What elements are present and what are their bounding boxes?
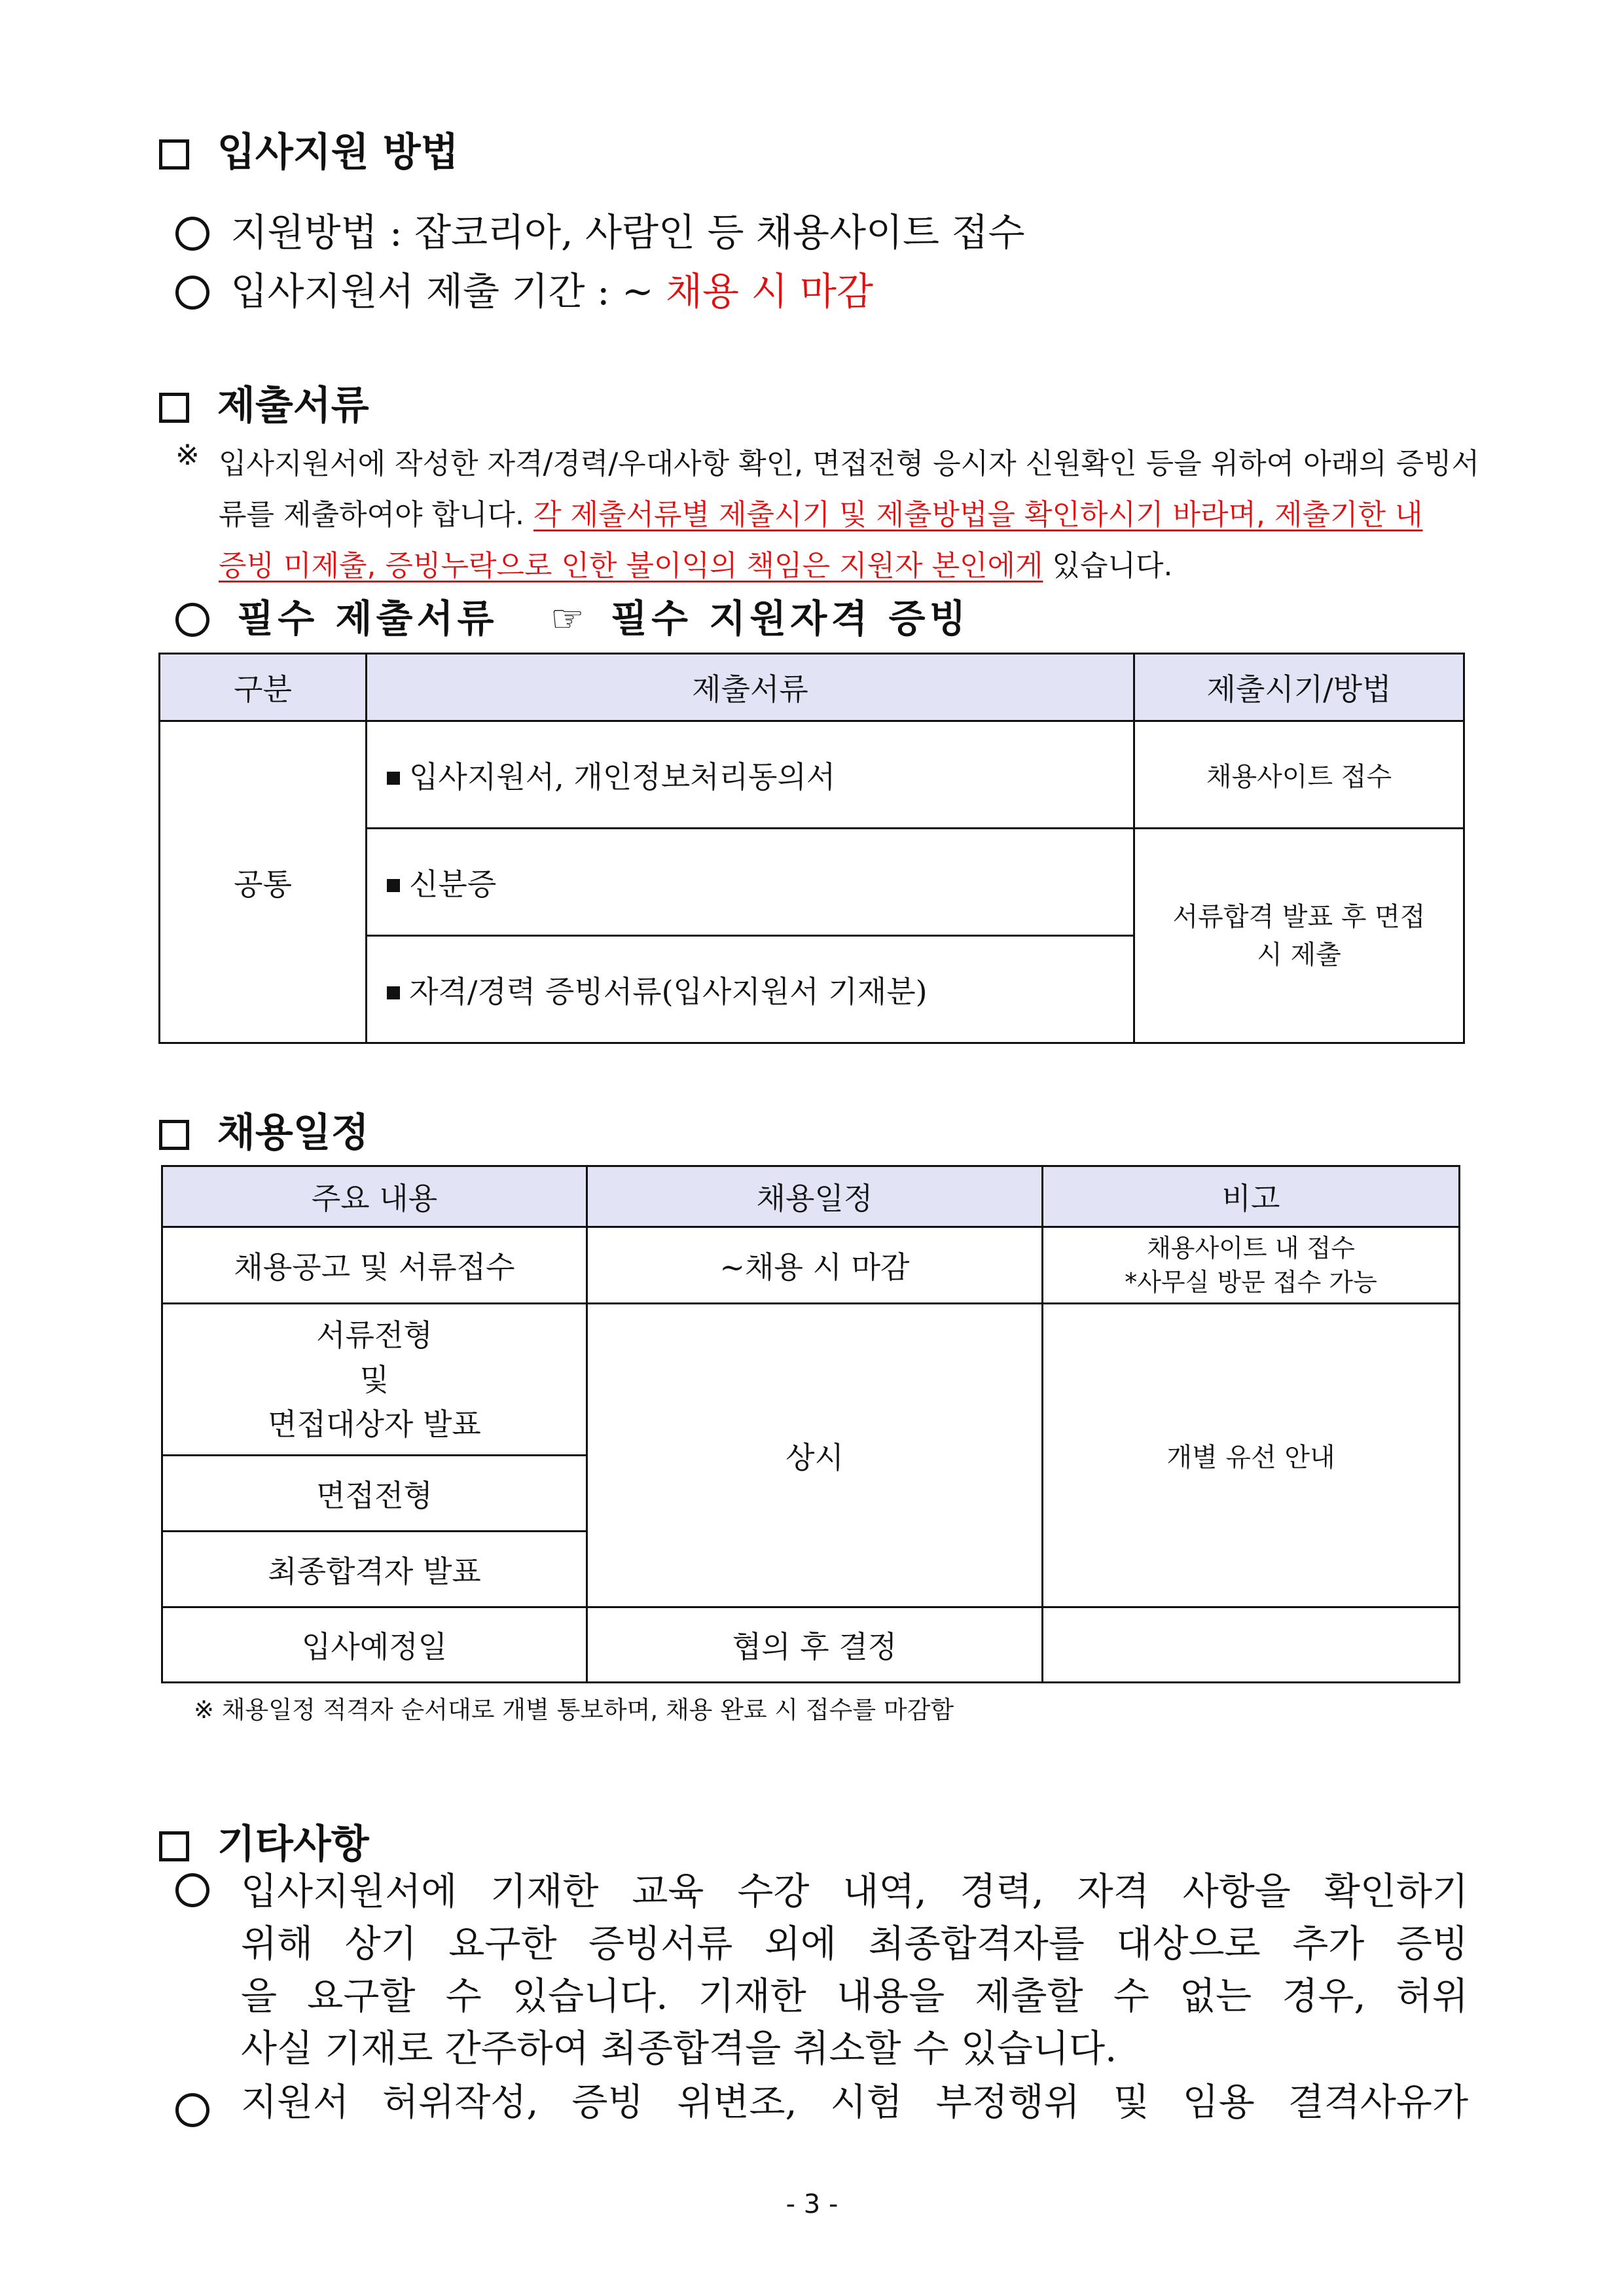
table-row: 면접전형 <box>162 1456 587 1532</box>
note-cell <box>1043 1607 1460 1683</box>
checkbox-square-icon <box>159 1831 189 1861</box>
circle-bullet-icon <box>175 217 209 251</box>
table-header: 채용일정 <box>587 1166 1043 1227</box>
section-heading-documents: 제출서류 <box>159 374 369 431</box>
square-bullet-icon <box>387 772 400 785</box>
schedule-cell: 상시 <box>587 1304 1043 1607</box>
table-header: 제출시기/방법 <box>1134 654 1464 721</box>
checkbox-square-icon <box>159 393 189 423</box>
pointing-hand-icon: ☞ <box>550 596 585 641</box>
apply-period-item: 입사지원서 제출 기간 : ~ 채용 시 마감 <box>175 260 873 315</box>
table-row: 최종합격자 발표 <box>162 1532 587 1607</box>
section-heading-misc: 기타사항 <box>159 1813 369 1869</box>
table-header: 제출서류 <box>367 654 1134 721</box>
table-header: 비고 <box>1043 1166 1460 1227</box>
schedule-table <box>161 1165 1460 1683</box>
apply-method-item: 지원방법 : 잡코리아, 사람인 등 채용사이트 접수 <box>175 202 1025 257</box>
table-header: 주요 내용 <box>162 1166 587 1227</box>
note-cell: 채용사이트 내 접수 *사무실 방문 접수 가능 <box>1043 1227 1460 1304</box>
checkbox-square-icon <box>159 1120 189 1150</box>
table-header: 구분 <box>160 654 367 721</box>
misc-paragraph-2: 지원서 허위작성, 증빙 위변조, 시험 부정행위 및 임용 결격사유가 <box>241 2081 1468 2124</box>
documents-note-text: 입사지원서에 작성한 자격/경력/우대사항 확인, 면접전형 응시자 신원확인 등을 위하여 아래의 증빙서 류를 제출하여야 합니다. 각 제출서류별 제출시기 및 제출방법을 확인하시기 바라며, 제출기한 내 증빙 미제출, 증빙누락으로 인한 불이익의 책임은 지원자 본인에게 있습니다. <box>219 447 1480 583</box>
misc-item-2 <box>175 2093 209 2127</box>
table-row: 입사지원서, 개인정보처리동의서 <box>367 721 1134 829</box>
circle-bullet-icon <box>175 2093 209 2127</box>
section-heading-apply: 입사지원 방법 <box>159 121 459 177</box>
circle-bullet-icon <box>175 1873 209 1907</box>
table-row: 신분증 <box>367 829 1134 936</box>
misc-item-1 <box>175 1873 209 1907</box>
table-row: 자격/경력 증빙서류(입사지원서 기재분) <box>367 936 1134 1043</box>
table-row: 입사예정일 <box>162 1607 587 1683</box>
submission-cell: 서류합격 발표 후 면접 시 제출 <box>1134 829 1464 1043</box>
square-bullet-icon <box>387 986 400 999</box>
checkbox-square-icon <box>159 139 189 170</box>
circle-bullet-icon <box>175 603 209 637</box>
schedule-cell: ~채용 시 마감 <box>587 1227 1043 1304</box>
section-heading-schedule: 채용일정 <box>159 1102 369 1158</box>
schedule-cell: 협의 후 결정 <box>587 1607 1043 1683</box>
page-number: - 3 - <box>785 2189 839 2219</box>
table-row: 채용공고 및 서류접수 <box>162 1227 587 1304</box>
misc-paragraph-1: 입사지원서에 기재한 교육 수강 내역, 경력, 자격 사항을 확인하기 위해 상기 요구한 증빙서류 외에 최종합격자를 대상으로 추가 증빙 을 요구할 수 있습니다. 기재한 내용을 제출할 수 없는 경우, 허위 사실 기재로 간주하여 최종합격을 취소할 수 있습니다. <box>241 1870 1468 2070</box>
table-row: 서류전형 및 면접대상자 발표 <box>162 1304 587 1456</box>
schedule-footnote: ※ 채용일정 적격자 순서대로 개별 통보하며, 채용 완료 시 접수를 마감함 <box>194 1696 954 1724</box>
group-cell: 공통 <box>160 721 367 1043</box>
documents-note: ※ <box>175 439 200 472</box>
square-bullet-icon <box>387 879 400 892</box>
required-docs-heading: 필수 제출서류 ☞ 필수 지원자격 증빙 <box>175 588 970 643</box>
submission-cell: 채용사이트 접수 <box>1134 721 1464 829</box>
required-docs-table <box>158 653 1465 1044</box>
circle-bullet-icon <box>175 276 209 310</box>
note-cell: 개별 유선 안내 <box>1043 1304 1460 1607</box>
